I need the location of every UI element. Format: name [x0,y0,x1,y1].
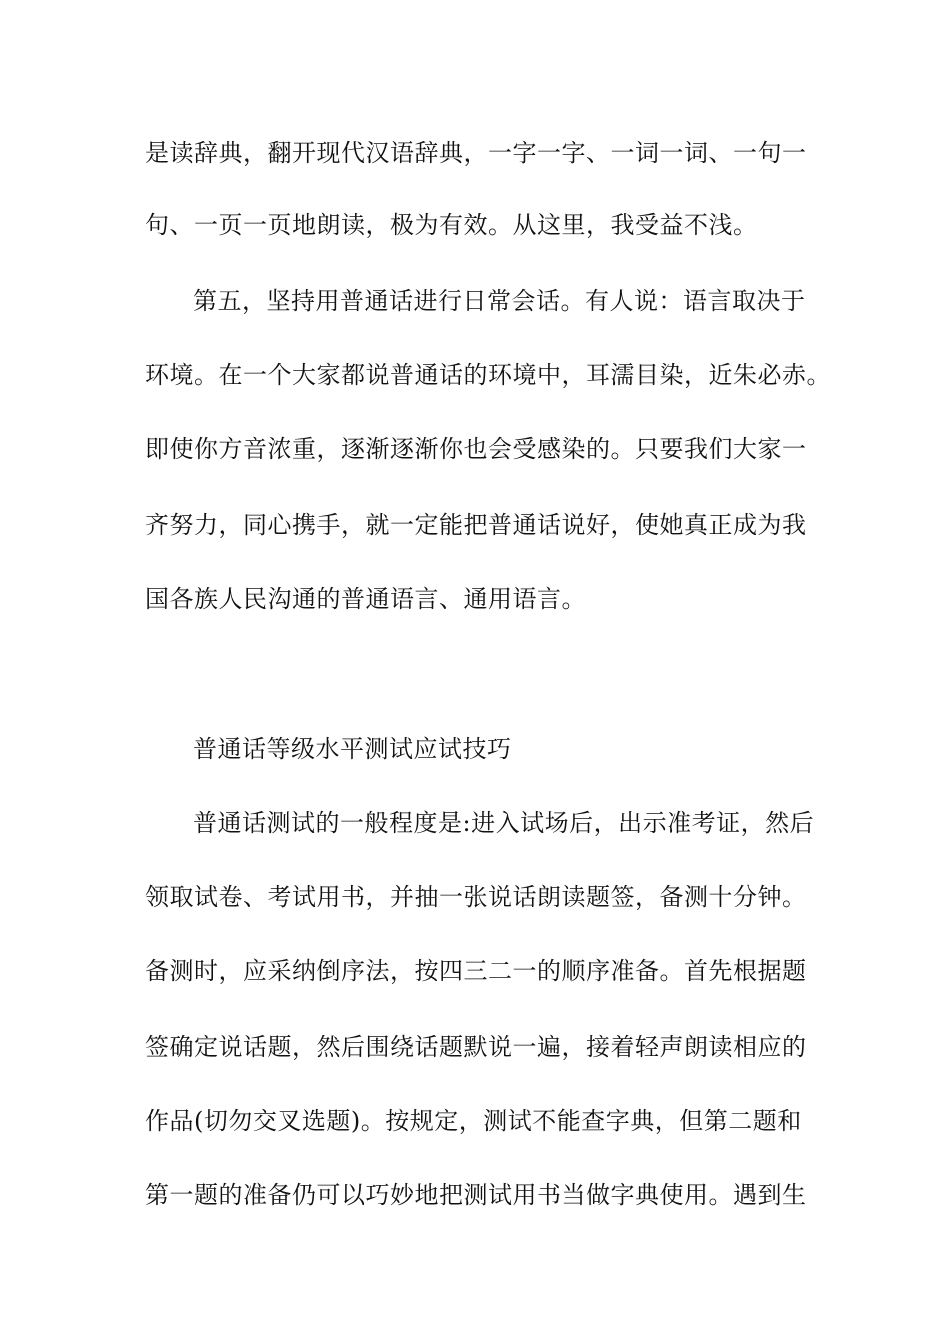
paragraph-line: 领取试卷、考试用书，并抽一张说话朗读题签，备测十分钟。 [145,883,807,911]
paragraph-line: 是读辞典，翻开现代汉语辞典，一字一字、一词一词、一句一 [145,139,807,167]
paragraph-line: 国各族人民沟通的普通语言、通用语言。 [145,585,586,613]
paragraph-line: 签确定说话题，然后围绕话题默说一遍，接着轻声朗读相应的 [145,1033,807,1061]
paragraph-line: 第五，坚持用普通话进行日常会话。有人说：语言取决于 [193,287,806,315]
section-heading: 普通话等级水平测试应试技巧 [193,735,512,763]
paragraph-line: 普通话测试的一般程度是:进入试场后，出示准考证，然后 [193,809,815,837]
paragraph-line: 环境。在一个大家都说普通话的环境中，耳濡目染，近朱必赤。 [145,361,831,389]
paragraph-line: 句、一页一页地朗读，极为有效。从这里，我受益不浅。 [145,211,758,239]
paragraph-line: 第一题的准备仍可以巧妙地把测试用书当做字典使用。遇到生 [145,1181,807,1209]
paragraph-line: 即使你方音浓重，逐渐逐渐你也会受感染的。只要我们大家一 [145,435,807,463]
paragraph-line: 作品(切勿交叉选题)。按规定，测试不能查字典，但第二题和 [145,1107,802,1135]
paragraph-line: 齐努力，同心携手，就一定能把普通话说好，使她真正成为我 [145,511,807,539]
paragraph-line: 备测时，应采纳倒序法，按四三二一的顺序准备。首先根据题 [145,957,807,985]
